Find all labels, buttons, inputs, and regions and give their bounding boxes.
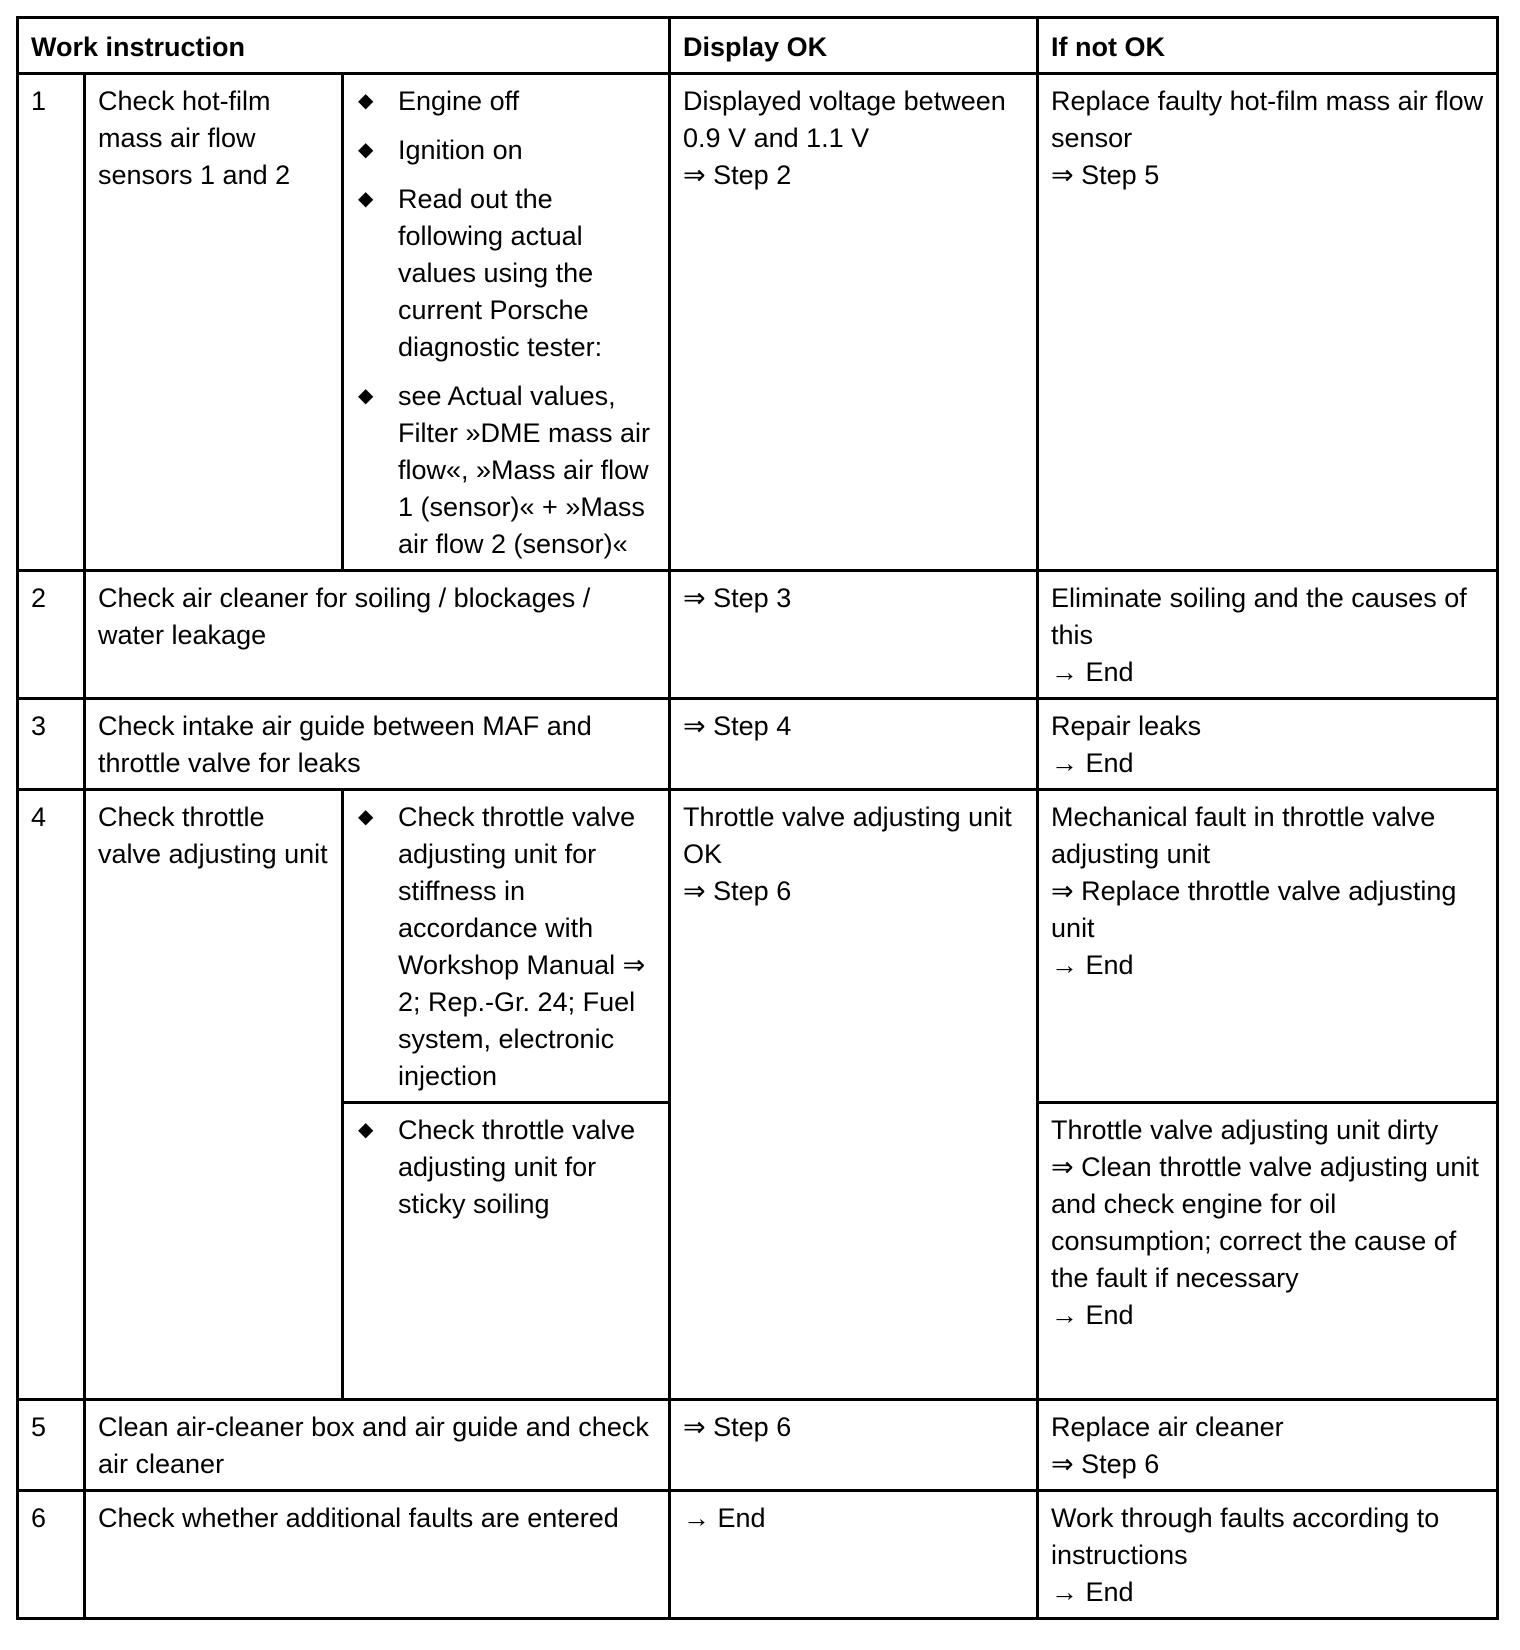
if-not-ok-cell: Eliminate soiling and the causes of this → End bbox=[1038, 571, 1498, 699]
list-item: ◆ Check throttle valve adjusting unit for stiffness in accordance with Workshop Manual ⇒ 2; Rep.-Gr. 24; Fuel system, electronic injection bbox=[356, 799, 656, 1095]
if-not-ok-cell: Work through faults according to instructions → End bbox=[1038, 1491, 1498, 1619]
header-display-ok: Display OK bbox=[670, 18, 1038, 74]
display-ok-cell: ⇒ Step 6 bbox=[670, 1400, 1038, 1491]
step-task: Check whether additional faults are entered bbox=[85, 1491, 670, 1619]
display-ok-cell: Displayed voltage between 0.9 V and 1.1 V ⇒ Step 2 bbox=[670, 74, 1038, 571]
work-instruction-table bbox=[16, 16, 1499, 1620]
bullet-icon: ◆ bbox=[358, 1119, 374, 1141]
table-row-step-1 bbox=[18, 74, 1498, 571]
bullet-icon: ◆ bbox=[358, 385, 374, 407]
list-item: ◆ see Actual values, Filter »DME mass air flow«, »Mass air flow 1 (sensor)« + »Mass air flow 2 (sensor)« bbox=[356, 378, 656, 563]
bullet-icon: ◆ bbox=[358, 90, 374, 112]
display-ok-cell: → End bbox=[670, 1491, 1038, 1619]
step-details bbox=[343, 74, 670, 571]
list-item: ◆ Ignition on bbox=[356, 132, 656, 169]
display-ok-cell: ⇒ Step 3 bbox=[670, 571, 1038, 699]
step-details bbox=[343, 1103, 670, 1400]
step-task: Check hot-film mass air flow sensors 1 and 2 bbox=[85, 74, 343, 571]
table-row-step-6 bbox=[18, 1491, 1498, 1619]
table-row-step-2 bbox=[18, 571, 1498, 699]
display-ok-cell: Throttle valve adjusting unit OK ⇒ Step 6 bbox=[670, 790, 1038, 1400]
if-not-ok-cell: Replace air cleaner ⇒ Step 6 bbox=[1038, 1400, 1498, 1491]
if-not-ok-cell: Repair leaks → End bbox=[1038, 699, 1498, 790]
display-ok-cell: ⇒ Step 4 bbox=[670, 699, 1038, 790]
table-row-step-4 bbox=[18, 790, 1498, 1103]
step-number: 5 bbox=[18, 1400, 85, 1491]
table-row-step-3 bbox=[18, 699, 1498, 790]
step-task: Check intake air guide between MAF and throttle valve for leaks bbox=[85, 699, 670, 790]
list-item: ◆ Read out the following actual values using the current Porsche diagnostic tester: bbox=[356, 181, 656, 366]
step-number: 1 bbox=[18, 74, 85, 571]
bullet-icon: ◆ bbox=[358, 188, 374, 210]
step-details bbox=[343, 790, 670, 1103]
if-not-ok-cell: Replace faulty hot-film mass air flow sensor ⇒ Step 5 bbox=[1038, 74, 1498, 571]
header-row bbox=[18, 18, 1498, 74]
list-item: ◆ Check throttle valve adjusting unit for sticky soiling bbox=[356, 1112, 656, 1223]
bullet-icon: ◆ bbox=[358, 806, 374, 828]
step-number: 4 bbox=[18, 790, 85, 1400]
step-number: 3 bbox=[18, 699, 85, 790]
table-row-step-5 bbox=[18, 1400, 1498, 1491]
list-item: ◆ Engine off bbox=[356, 83, 656, 120]
step-number: 6 bbox=[18, 1491, 85, 1619]
header-work-instruction: Work instruction bbox=[18, 18, 670, 74]
header-if-not-ok: If not OK bbox=[1038, 18, 1498, 74]
if-not-ok-cell: Throttle valve adjusting unit dirty ⇒ Clean throttle valve adjusting unit and check engine for oil consumption; correct the cause of the fault if necessary → End bbox=[1038, 1103, 1498, 1400]
step-task: Check air cleaner for soiling / blockages / water leakage bbox=[85, 571, 670, 699]
if-not-ok-cell: Mechanical fault in throttle valve adjusting unit ⇒ Replace throttle valve adjusting unit → End bbox=[1038, 790, 1498, 1103]
step-task: Clean air-cleaner box and air guide and check air cleaner bbox=[85, 1400, 670, 1491]
step-task: Check throttle valve adjusting unit bbox=[85, 790, 343, 1400]
bullet-icon: ◆ bbox=[358, 139, 374, 161]
step-number: 2 bbox=[18, 571, 85, 699]
